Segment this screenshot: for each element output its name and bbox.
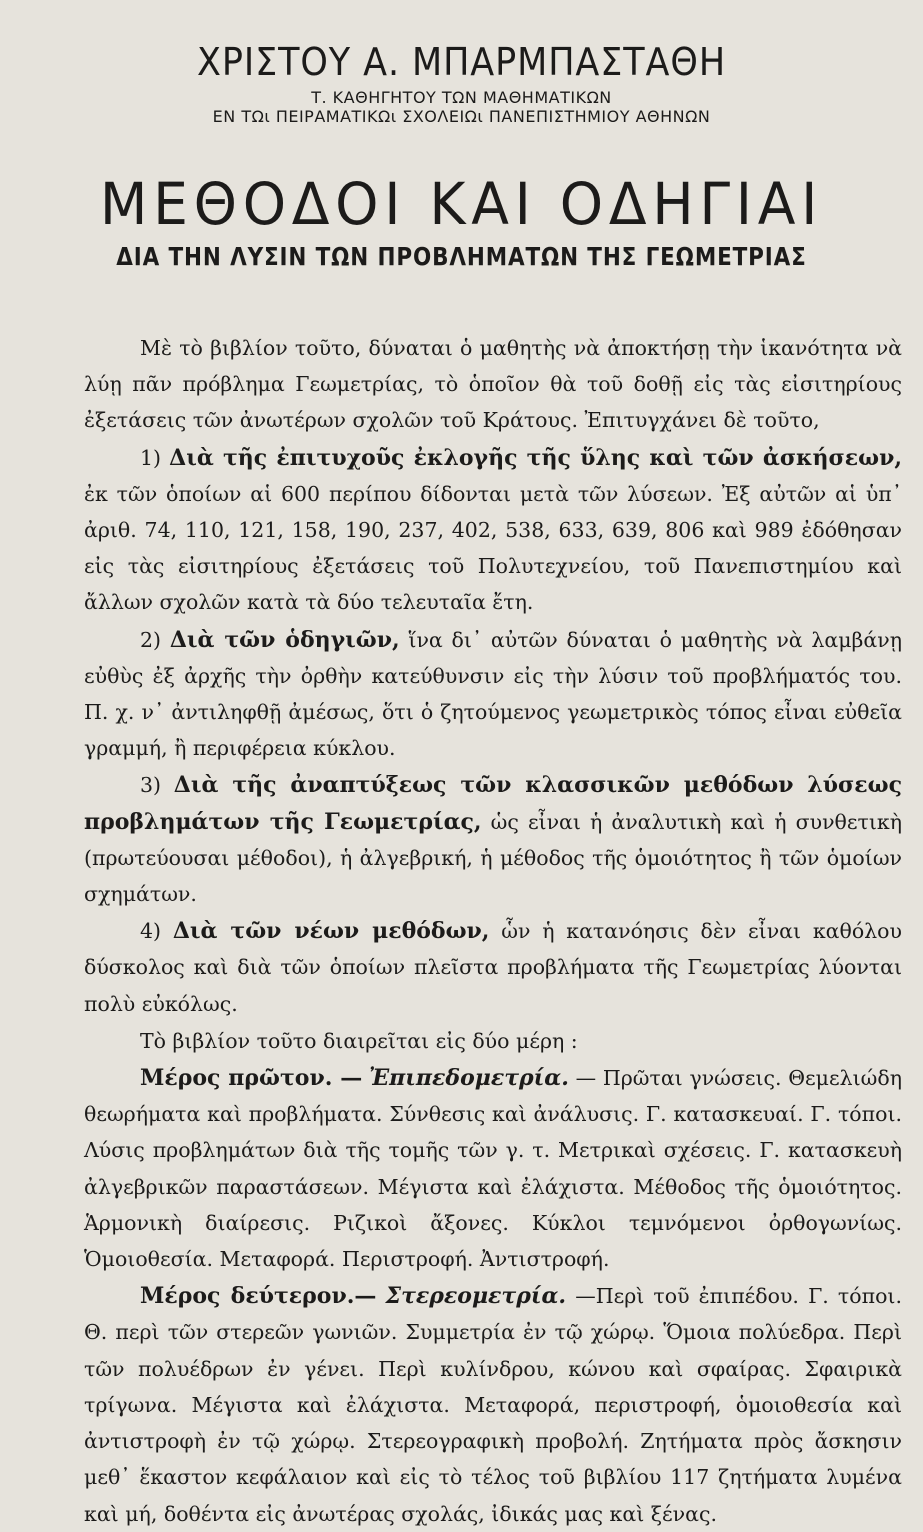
item-1 (84, 440, 902, 621)
author-affiliation-line2: ΕΝ ΤΩι ΠΕΙΡΑΜΑΤΙΚΩι ΣΧΟΛΕΙΩι ΠΑΝΕΠΙΣΤΗΜΙΟΥ ΑΘΗΝΩΝ (212, 107, 711, 126)
author-affiliation-line1: Τ. ΚΑΘΗΓΗΤΟΥ ΤΩΝ ΜΑΘΗΜΑΤΙΚΩΝ (311, 88, 612, 107)
item-4-text: ὧν ἡ κατανόησις δὲν εἶναι καθόλου δύσκολος καὶ διὰ τῶν ὁποίων πλεῖστα προβλήματα τῆς Γεωμετρίας λύονται πολὺ εὐκόλως. (84, 919, 902, 1016)
item-1-text: ἐκ τῶν ὁποίων αἱ 600 περίπου δίδονται μετὰ τῶν λύσεων. Ἐξ αὐτῶν αἱ ὑπ᾿ ἀριθ. 74, 110, 121, 158, 190, 237, 402, 538, 633, 639, 806 καὶ 989 ἐδόθησαν εἰς τὰς εἰσιτηρίους ἐξετάσεις τοῦ Πολυτεχνείου, τοῦ Πανεπιστημίου καὶ ἄλλων σχολῶν κατὰ τὰ δύο τελευταῖα ἔτη. (84, 481, 902, 615)
item-4-number: 4) (140, 919, 162, 944)
intro-paragraph: Μὲ τὸ βιβλίον τοῦτο, δύναται ὁ μαθητὴς νὰ ἀποκτήσῃ τὴν ἱκανότητα νὰ λύῃ πᾶν πρόβλημα Γεωμετρίας, τὸ ὁποῖον θὰ τοῦ δοθῇ εἰς τὰς εἰσιτηρίους ἐξετάσεις τῶν ἀνωτέρων σχολῶν τοῦ Κράτους. Ἐπιτυγχάνει δὲ τοῦτο, (84, 336, 902, 433)
item-3-text: ὡς εἶναι ἡ ἀναλυτικὴ καὶ ἡ συνθετικὴ (πρωτεύουσαι μέθοδοι), ἡ ἀλγεβρική, ἡ μέθοδος τῆς ὁμοιότητος ἢ τῶν ὁμοίων σχημάτων. (84, 809, 902, 907)
item-3 (84, 767, 902, 912)
item-2-number: 2) (140, 627, 162, 652)
part-2-text: —Περὶ τοῦ ἐπιπέδου. Γ. τόποι. Θ. περὶ τῶν στερεῶν γωνιῶν. Συμμετρία ἐν τῷ χώρῳ. Ὅμοια πολύεδρα. Περὶ τῶν πολυέδρων ἐν γένει. Περὶ κυλίνδρου, κώνου καὶ σφαίρας. Σφαιρικὰ τρίγωνα. Μέγιστα καὶ ἐλάχιστα. Μεταφορά, περιστροφή, ὁμοιοθεσία καὶ ἀντιστροφὴ ἐν τῷ χώρῳ. Στερεογραφικὴ προβολή. Ζητήματα πρὸς ἄσκησιν μεθ᾿ ἕκαστον κεφάλαιον καὶ εἰς τὸ τέλος τοῦ βιβλίου 117 ζητήματα λυμένα καὶ μή, δοθέντα εἰς ἀνωτέρας σχολάς, ἰδικάς μας καὶ ξένας. (84, 1284, 902, 1526)
item-1-number: 1) (140, 445, 162, 470)
item-3-number: 3) (140, 773, 162, 798)
item-4 (84, 913, 902, 1022)
part-1-text: — Πρῶται γνώσεις. Θεμελιώδη θεωρήματα καὶ προβλήματα. Σύνθεσις καὶ ἀνάλυσις. Γ. κατασκευαί. Γ. τόποι. Λύσις προβλημάτων διὰ τῆς τομῆς τῶν γ. τ. Μετρικαὶ σχέσεις. Γ. κατασκευὴ ἀλγεβρικῶν παραστάσεων. Μέγιστα καὶ ἐλάχιστα. Μέθοδος τῆς ὁμοιότητος. Ἁρμονικὴ διαίρεσις. Ριζικοὶ ἄξονες. Κύκλοι τεμνόμενοι ὀρθογωνίως. Ὁμοιοθεσία. Μεταφορά. Περιστροφή. Ἀντιστροφή. (84, 1066, 902, 1272)
book-subtitle: ΔΙΑ ΤΗΝ ΛΥΣΙΝ ΤΩΝ ΠΡΟΒΛΗΜΑΤΩΝ ΤΗΣ ΓΕΩΜΕΤΡΙΑΣ (116, 242, 807, 271)
item-2-heading: Διὰ τῶν ὁδηγιῶν, (169, 626, 400, 653)
author-name: ΧΡΙΣΤΟΥ Α. ΜΠΑΡΜΠΑΣΤΑΘΗ (196, 40, 727, 84)
division-line: Τὸ βιβλίον τοῦτο διαιρεῖται εἰς δύο μέρη : (140, 1028, 578, 1053)
item-4-heading: Διὰ τῶν νέων μεθόδων, (172, 918, 490, 945)
part-1-subject: Ἐπιπεδομετρία. (368, 1065, 569, 1092)
book-title: ΜΕΘΟΔΟΙ ΚΑΙ ΟΔΗΓΙΑΙ (99, 170, 824, 238)
part-2-heading: Μέρος δεύτερον.— (140, 1283, 377, 1310)
part-1 (84, 1060, 902, 1277)
document-body (84, 330, 902, 1532)
item-2 (84, 622, 902, 767)
item-2-text: ἵνα δι᾿ αὐτῶν δύναται ὁ μαθητὴς νὰ λαμβάνῃ εὐθὺς ἐξ ἀρχῆς τὴν ὀρθὴν κατεύθυνσιν εἰς τὴν λύσιν τοῦ προβλήματός του. Π. χ. ν᾿ ἀντιληφθῇ ἀμέσως, ὅτι ὁ ζητούμενος γεωμετρικὸς τόπος εἶναι εὐθεῖα γραμμή, ἢ περιφέρεια κύκλου. (84, 627, 902, 761)
part-1-heading: Μέρος πρῶτον. — (140, 1065, 363, 1092)
item-3-heading: Διὰ τῆς ἀναπτύξεως τῶν κλασσικῶν μεθόδων λύσεως προβλημάτων τῆς Γεωμετρίας, (84, 772, 902, 835)
item-1-heading: Διὰ τῆς ἐπιτυχοῦς ἐκλογῆς τῆς ὕλης καὶ τῶν ἀσκήσεων, (169, 444, 902, 471)
part-2 (84, 1278, 902, 1531)
part-2-subject: Στερεομετρία. (385, 1283, 567, 1310)
